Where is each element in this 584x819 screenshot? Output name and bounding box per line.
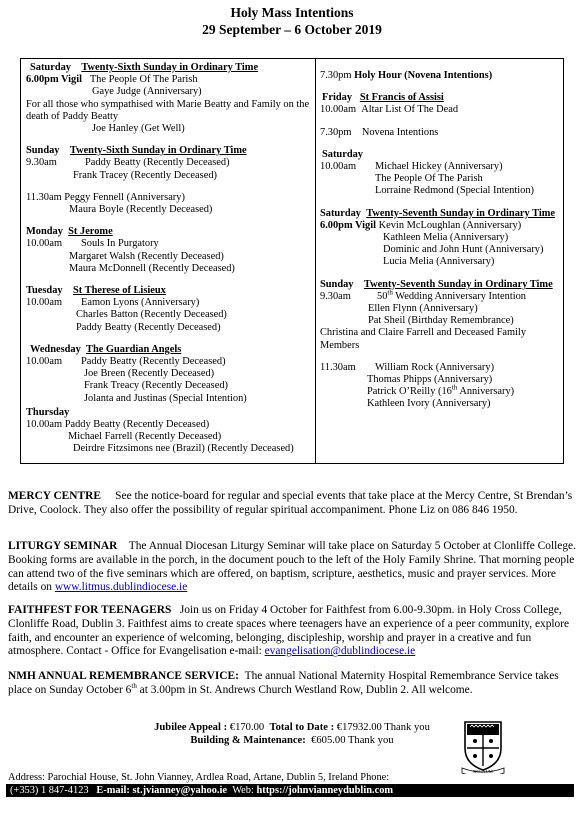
- notice-heading: LITURGY SEMINAR: [8, 540, 118, 552]
- friday-evening-block: [320, 127, 560, 139]
- web-label: Web:: [232, 785, 254, 796]
- time-label: 6.00pm Vigil: [26, 74, 83, 86]
- monday-block: [26, 226, 311, 275]
- intention: Maura McDonnell (Recently Deceased): [69, 262, 235, 274]
- intention: Paddy Beatty (Recently Deceased): [76, 321, 221, 333]
- intention: Paddy Beatty (Recently Deceased): [64, 419, 210, 431]
- holy-hour-block: [320, 70, 560, 82]
- jubilee-appeal: Jubilee Appeal : €170.00 Total to Date : €17932.00 Thank you: [154, 722, 430, 733]
- intention: Joe Hanley (Get Well): [92, 123, 185, 135]
- intention: Charles Batton (Recently Deceased): [76, 309, 227, 321]
- intention: Kevin McLoughlan (Anniversary): [378, 219, 522, 231]
- day-label: Saturday: [322, 148, 363, 160]
- sunday-block-right: [320, 279, 560, 352]
- feast-label: St Therese of Lisieux: [72, 285, 166, 297]
- thursday-block: [26, 407, 311, 456]
- tuesday-block: [26, 285, 311, 334]
- day-label: Friday: [322, 92, 353, 104]
- time-label: 7.30pm: [320, 70, 352, 81]
- left-column: [26, 62, 311, 466]
- intention: Ellen Flynn (Anniversary): [368, 303, 478, 315]
- page-subtitle: 29 September – 6 October 2019: [202, 22, 382, 37]
- time-label: 7.30pm: [320, 126, 352, 138]
- mercy-centre-notice: [8, 490, 576, 518]
- litmus-link[interactable]: www.litmus.dublindiocese.ie: [54, 581, 188, 594]
- right-column: [320, 62, 560, 421]
- intention: Paddy Beatty (Recently Deceased): [85, 157, 230, 169]
- feast-label: St Jerome: [68, 226, 113, 238]
- column-divider: [315, 58, 316, 464]
- building-maintenance: Building & Maintenance: €605.00 Thank you: [190, 735, 394, 746]
- intention: Eamon Lyons (Anniversary): [81, 297, 200, 309]
- time-label: 11.30am: [26, 191, 62, 203]
- intention: Thomas Phipps (Anniversary): [367, 374, 493, 386]
- phone-number: (+353) 1 847-4123: [10, 785, 89, 796]
- day-label: Tuesday: [26, 285, 63, 297]
- email-address[interactable]: E-mail: st.jvianney@yahoo.ie: [96, 785, 227, 796]
- intention: Jolanta and Justinas (Special Intention): [84, 392, 247, 404]
- day-label: Saturday: [320, 207, 361, 219]
- intention: Altar List Of The Dead: [361, 104, 459, 116]
- friday-block: [320, 92, 560, 116]
- svg-text:REGNUM: REGNUM: [473, 769, 493, 774]
- intention: Pat Sheil (Birthday Remembrance): [368, 315, 514, 327]
- time-label: 9.30am: [320, 290, 351, 302]
- liturgy-seminar-notice: [8, 540, 576, 595]
- notice-heading: NMH ANNUAL REMEMBRANCE SERVICE:: [8, 670, 239, 682]
- nmh-notice: [8, 670, 576, 698]
- feast-label: Twenty-Seventh Sunday in Ordinary Time: [366, 207, 555, 219]
- time-label: 11.30am: [320, 361, 356, 373]
- intention: Lorraine Redmond (Special Intention): [375, 185, 534, 197]
- sunday-1130-block-right: [320, 362, 560, 411]
- wednesday-block: [26, 344, 311, 405]
- notice-heading: FAITHFEST FOR TEENAGERS: [8, 604, 172, 616]
- intention: Michael Farrell (Recently Deceased): [68, 431, 222, 443]
- intention: Kathleen Melia (Anniversary): [383, 232, 509, 244]
- time-label: 10.00am: [320, 161, 357, 173]
- feast-label: The Guardian Angels: [86, 343, 182, 355]
- time-label: 10.00am: [26, 297, 63, 309]
- notice-text: The annual National Maternity Hospital Remembrance Service takes place on Sunday October 6th at 3.00pm in St. Andrews Church Westland Row, Dublin 2. All welcome.: [8, 670, 559, 696]
- sunday-1130-block: [26, 192, 311, 216]
- saturday-vigil-block: [320, 208, 560, 269]
- time-label: 10.00am: [26, 356, 63, 368]
- time-label: 10.00am: [320, 104, 357, 116]
- intention: Frank Treacy (Recently Deceased): [84, 380, 228, 392]
- time-label: 10.00am: [26, 238, 63, 250]
- intention: The People Of The Parish: [89, 74, 198, 86]
- evangelisation-email-link[interactable]: evangelisation@dublindiocese.ie: [264, 645, 416, 658]
- intention: Margaret Walsh (Recently Deceased): [69, 250, 224, 262]
- holy-hour-label: Holy Hour (Novena Intentions): [354, 70, 493, 81]
- intention: Patrick O’Reilly (16th Anniversary): [367, 383, 515, 398]
- intention: William Rock (Anniversary): [375, 361, 495, 373]
- feast-label: St Francis of Assisi: [359, 92, 444, 104]
- intention: 50th Wedding Anniversary Intention: [377, 288, 527, 302]
- intention: Kathleen Ivory (Anniversary): [367, 398, 491, 410]
- notice-text: See the notice-board for regular and special events that take place at the Mercy Centre, St Brendan’s Drive, Coolock. They also offer the possibility of regular spiritual accompaniment. Phone Liz on 086 846 1950.: [8, 490, 573, 516]
- feast-label: Twenty-Sixth Sunday in Ordinary Time: [69, 145, 247, 157]
- day-label: Monday: [26, 226, 63, 238]
- day-label: Sunday: [320, 278, 354, 290]
- parish-address: Address: Parochial House, St. John Vianney, Ardlea Road, Artane, Dublin 5, Ireland Phone:: [8, 772, 390, 783]
- intention: Novena Intentions: [361, 126, 439, 138]
- day-label: Sunday: [26, 145, 60, 157]
- intention: Peggy Fennell (Anniversary): [64, 191, 185, 203]
- feast-label: Twenty-Sixth Sunday in Ordinary Time: [81, 62, 259, 73]
- notice-text: The Annual Diocesan Liturgy Seminar will take place on Saturday 5 October at Clonliffe College. Booking forms are available in the porch, in the document pouch to the left of the Holy Family Shrine. That morning people can attend two of the five seminars which are offered, on baptism, scripture, aesthetics, music and prayer services. More details on: [8, 540, 576, 594]
- page-title: Holy Mass Intentions: [230, 5, 354, 20]
- faithfest-notice: [8, 604, 576, 659]
- sunday-block: [26, 145, 311, 182]
- website-link[interactable]: https://johnvianneydublin.com: [256, 785, 394, 796]
- intention-note: For all those who sympathised with Marie Beatty and Family on the death of Paddy Beatty: [26, 98, 310, 122]
- time-label: 9.30am: [26, 157, 57, 169]
- notice-heading: MERCY CENTRE: [8, 490, 101, 502]
- saturday-block: [26, 62, 311, 135]
- intention: Gaye Judge (Anniversary): [92, 86, 202, 98]
- contact-bar: [6, 784, 574, 797]
- intention: Maura Boyle (Recently Deceased): [69, 204, 213, 216]
- saturday-morning-block: [320, 149, 560, 198]
- intention: Frank Tracey (Recently Deceased): [73, 169, 217, 181]
- feast-label: Twenty-Seventh Sunday in Ordinary Time: [363, 278, 553, 290]
- parish-crest-icon: [460, 718, 506, 774]
- day-label: Thursday: [26, 406, 70, 418]
- notice-text: Join us on Friday 4 October for Faithfest from 6.00-9.30pm. in Holy Cross College, Clonliffe Road, Dublin 3. Faithfest aims to create spaces where teenagers have an experience of a peer community, explore faith, and encounter an experience of welcoming, belonging, discipleship, worship and prayer in a creative and fun atmosphere. Contact - Office for Evangelisation e-mail:: [8, 604, 570, 658]
- day-label: Saturday: [30, 62, 71, 73]
- intention: Deirdre Fitzsimons nee (Brazil) (Recently Deceased): [73, 443, 294, 455]
- intention: Lucia Melia (Anniversary): [383, 256, 495, 268]
- time-label: 10.00am: [26, 419, 63, 431]
- intention: Joe Breen (Recently Deceased): [84, 368, 215, 380]
- intention: Dominic and John Hunt (Anniversary): [383, 244, 544, 256]
- intention: Paddy Beatty (Recently Deceased): [81, 356, 226, 368]
- intention: The People Of The Parish: [375, 173, 483, 185]
- time-label: 6.00pm Vigil: [320, 219, 377, 231]
- intention: Michael Hickey (Anniversary): [375, 161, 503, 173]
- intention: Souls In Purgatory: [81, 238, 159, 250]
- intention-note: Christina and Claire Farrell and Deceased Family Members: [320, 327, 527, 351]
- day-label: Wednesday: [30, 343, 81, 355]
